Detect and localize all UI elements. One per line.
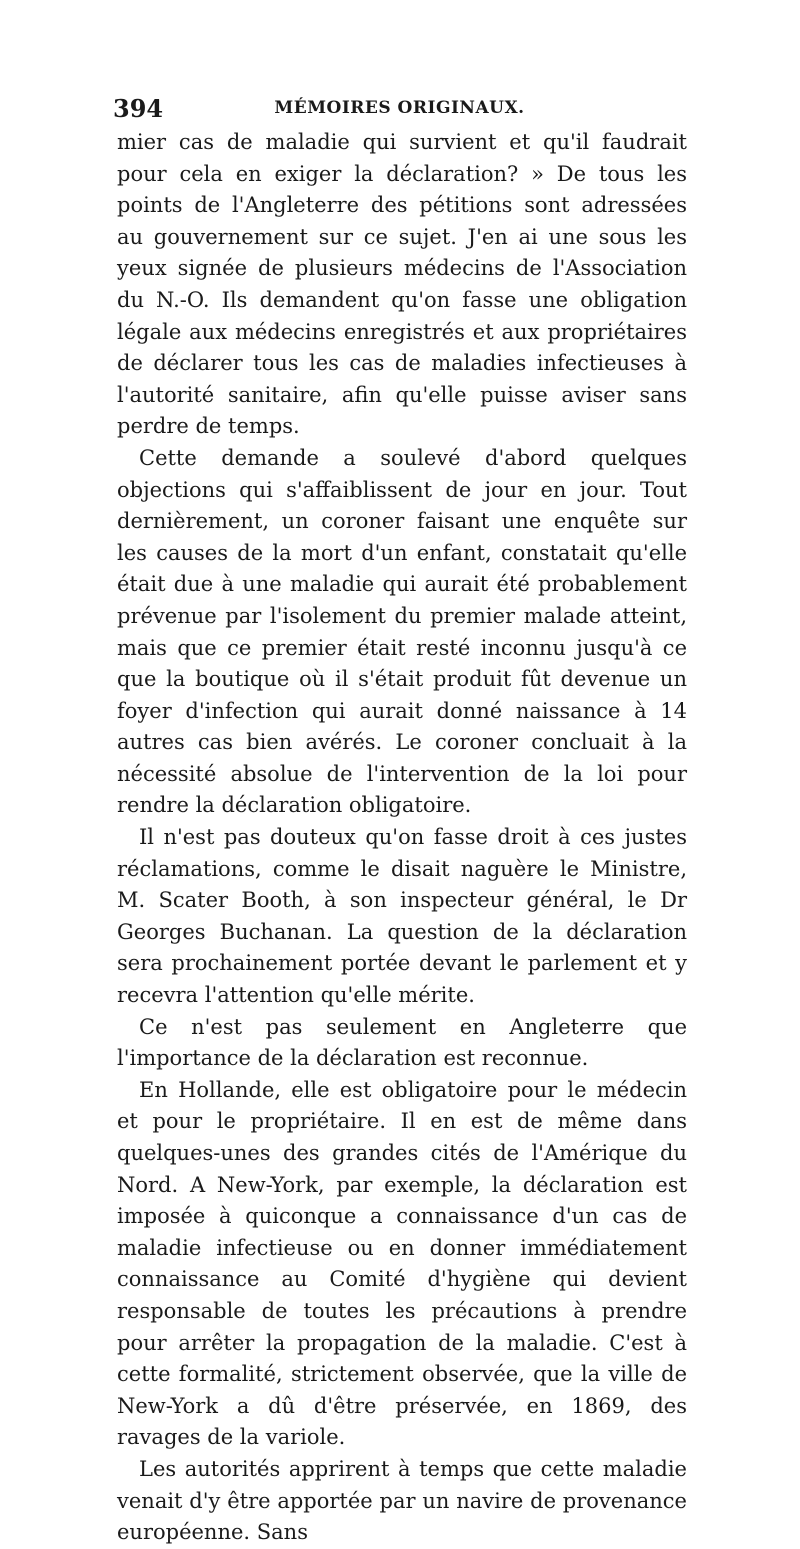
paragraph: Cette demande a soulevé d'abord quelques objections qui s'affaiblissent de jour en jour. Tout dernièrement, un coroner faisant une enquête sur les causes de la mort d'un enfant, constatait qu'elle était due à une maladie qui aurait été probablement prévenue par l'isolement du premier malade atteint, mais que ce premier était resté inconnu jusqu'à ce que la boutique où il s'était produit fût devenue un foyer d'infection qui aurait donné naissance à 14 autres cas bien avérés. Le coroner concluait à la nécessité absolue de l'intervention de la loi pour rendre la déclaration obligatoire. (117, 445, 687, 818)
paragraph: mier cas de maladie qui survient et qu'il faudrait pour cela en exiger la déclaration? » De tous les points de l'Angleterre des pétitions sont adressées au gouvernement sur ce sujet. J'en ai une sous les yeux signée de plusieurs médecins de l'Association du N.-O. Ils demandent qu'on fasse une obligation légale aux médecins enregistrés et aux propriétaires de déclarer tous les cas de maladies infectieuses à l'autorité sanitaire, afin qu'elle puisse aviser sans perdre de temps. (117, 130, 687, 439)
paragraph: Les autorités apprirent à temps que cette maladie venait d'y être apportée par un navire de provenance européenne. Sans (117, 1456, 687, 1545)
body-text (117, 127, 687, 1549)
paragraph: Ce n'est pas seulement en Angleterre que l'importance de la déclaration est reconnue. (117, 1014, 687, 1071)
paragraph: Il n'est pas douteux qu'on fasse droit à ces justes réclamations, comme le disait naguère le Ministre, M. Scater Booth, à son inspecteur général, le Dr Georges Buchanan. La question de la déclaration sera prochainement portée devant le parlement et y recevra l'attention qu'elle mérite. (117, 825, 687, 1008)
page-number: 394 (113, 94, 164, 123)
running-title: MÉMOIRES ORIGINAUX. (274, 98, 525, 118)
paragraph: En Hollande, elle est obligatoire pour le médecin et pour le propriétaire. Il en est de même dans quelques-unes des grandes cités de l'Amérique du Nord. A New-York, par exemple, la déclaration est imposée à quiconque a connaissance d'un cas de maladie infectieuse ou en donner immédiatement connaissance au Comité d'hygiène qui devient responsable de toutes les précautions à prendre pour arrêter la propagation de la maladie. C'est à cette formalité, strictement observée, que la ville de New-York a dû d'être préservée, en 1869, des ravages de la variole. (117, 1077, 687, 1450)
page-header (113, 94, 686, 124)
